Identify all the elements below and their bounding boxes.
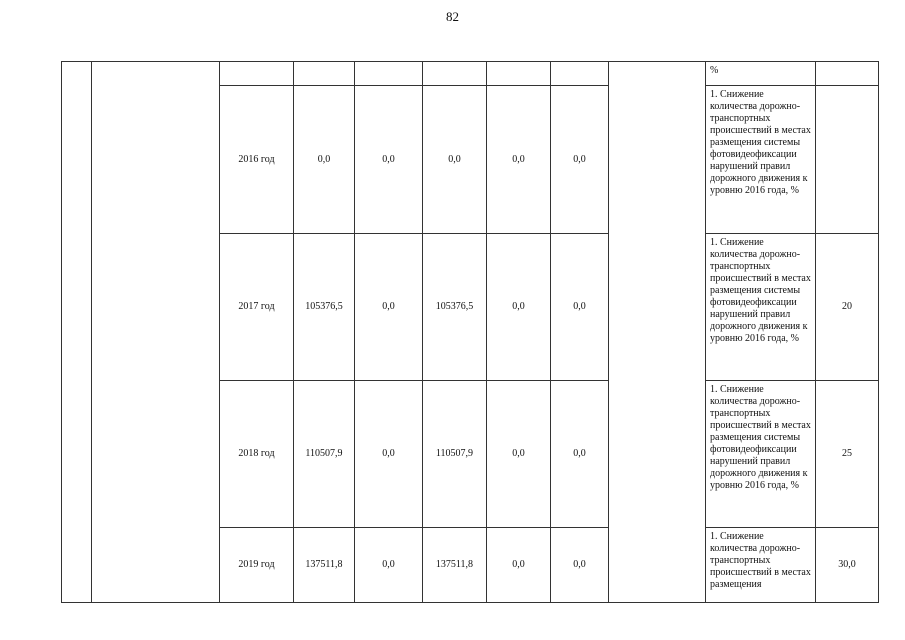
total-cell (294, 62, 355, 86)
table-row (62, 62, 879, 86)
federal-cell (355, 62, 423, 86)
regional-cell: 137511,8 (423, 528, 487, 603)
regional-cell: 105376,5 (423, 234, 487, 381)
indicator-cell: % (706, 62, 816, 86)
indicator-text: 1. Снижение количества дорожно-транспортных происшествий в местах размещения (710, 531, 811, 590)
indicator-cell: 1. Снижение количества дорожно-транспортных происшествий в местах размещения системы фотовидеофиксации нарушений правил дорожного движения к уровню 2016 года, % (706, 86, 816, 234)
budget-table (61, 61, 879, 603)
total-cell: 0,0 (294, 86, 355, 234)
number-cell (62, 62, 92, 603)
federal-cell: 0,0 (355, 86, 423, 234)
other-cell: 0,0 (551, 381, 609, 528)
federal-cell: 0,0 (355, 234, 423, 381)
local-cell: 0,0 (487, 86, 551, 234)
indicator-cell (706, 528, 816, 603)
activity-name-cell (92, 62, 220, 603)
other-cell: 0,0 (551, 86, 609, 234)
other-cell: 0,0 (551, 528, 609, 603)
year-cell: 2018 год (220, 381, 294, 528)
year-cell: 2019 год (220, 528, 294, 603)
page-number: 82 (446, 9, 459, 24)
executor-cell (609, 62, 706, 603)
year-cell: 2016 год (220, 86, 294, 234)
local-cell: 0,0 (487, 234, 551, 381)
year-cell: 2017 год (220, 234, 294, 381)
other-cell (551, 62, 609, 86)
year-cell (220, 62, 294, 86)
regional-cell: 110507,9 (423, 381, 487, 528)
target-cell (816, 86, 879, 234)
total-cell: 137511,8 (294, 528, 355, 603)
target-cell (816, 62, 879, 86)
federal-cell: 0,0 (355, 381, 423, 528)
other-cell: 0,0 (551, 234, 609, 381)
local-cell: 0,0 (487, 528, 551, 603)
total-cell: 110507,9 (294, 381, 355, 528)
indicator-cell: 1. Снижение количества дорожно-транспортных происшествий в местах размещения системы фотовидеофиксации нарушений правил дорожного движения к уровню 2016 года, % (706, 234, 816, 381)
total-cell: 105376,5 (294, 234, 355, 381)
target-cell: 20 (816, 234, 879, 381)
local-cell (487, 62, 551, 86)
regional-cell: 0,0 (423, 86, 487, 234)
target-cell: 30,0 (816, 528, 879, 603)
federal-cell: 0,0 (355, 528, 423, 603)
indicator-cell: 1. Снижение количества дорожно-транспортных происшествий в местах размещения системы фотовидеофиксации нарушений правил дорожного движения к уровню 2016 года, % (706, 381, 816, 528)
local-cell: 0,0 (487, 381, 551, 528)
regional-cell (423, 62, 487, 86)
target-cell: 25 (816, 381, 879, 528)
